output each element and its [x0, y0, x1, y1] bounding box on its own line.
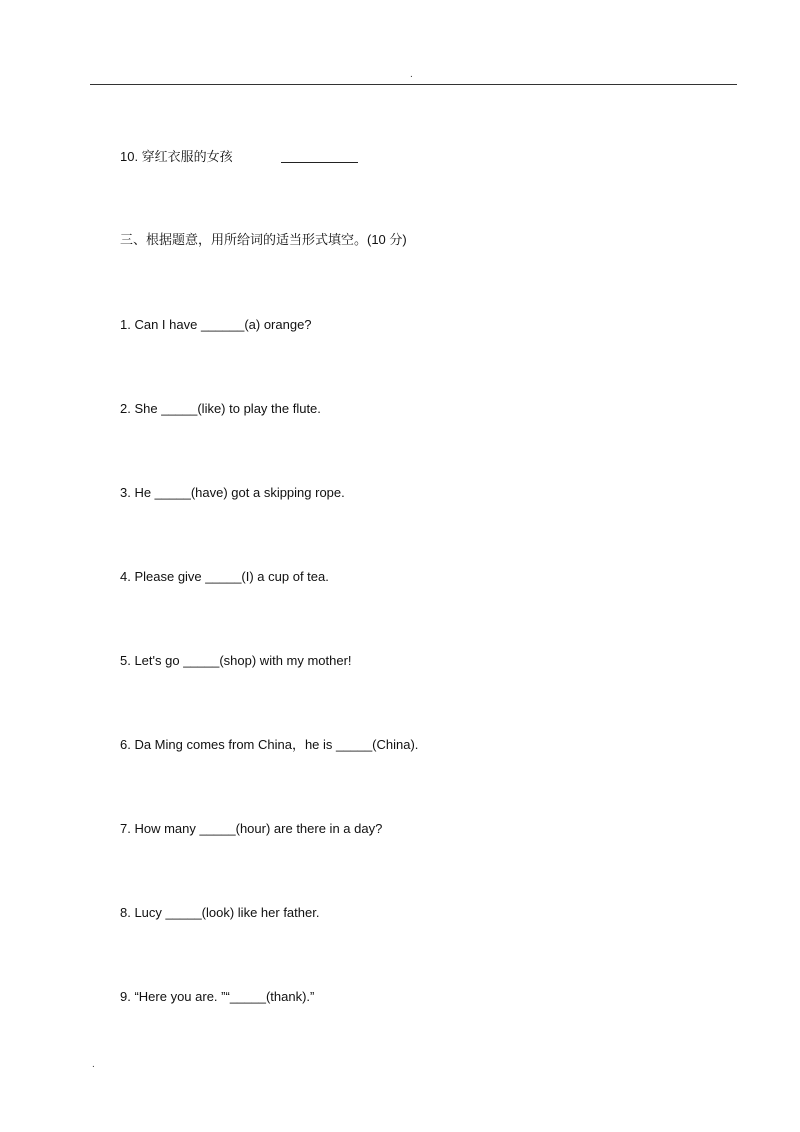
question-3: 3. He _____(have) got a skipping rope. [120, 485, 345, 500]
question-2: 2. She _____(like) to play the flute. [120, 401, 321, 416]
question-4: 4. Please give _____(I) a cup of tea. [120, 569, 329, 584]
question-6: 6. Da Ming comes from China，he is _____(China). [120, 737, 419, 752]
item-10: 10. 穿红衣服的女孩 [120, 149, 233, 164]
header-rule [90, 84, 737, 85]
footer-dot: . [92, 1059, 95, 1070]
header-dot: . [410, 69, 413, 80]
question-9: 9. “Here you are. ”“_____(thank).” [120, 989, 315, 1004]
section-title: 三、根据题意，用所给词的适当形式填空。(10 分) [120, 232, 407, 247]
question-8: 8. Lucy _____(look) like her father. [120, 905, 320, 920]
question-1: 1. Can I have ______(a) orange? [120, 317, 312, 332]
question-7: 7. How many _____(hour) are there in a day? [120, 821, 383, 836]
answer-blank [281, 162, 358, 163]
question-5: 5. Let's go _____(shop) with my mother! [120, 653, 352, 668]
